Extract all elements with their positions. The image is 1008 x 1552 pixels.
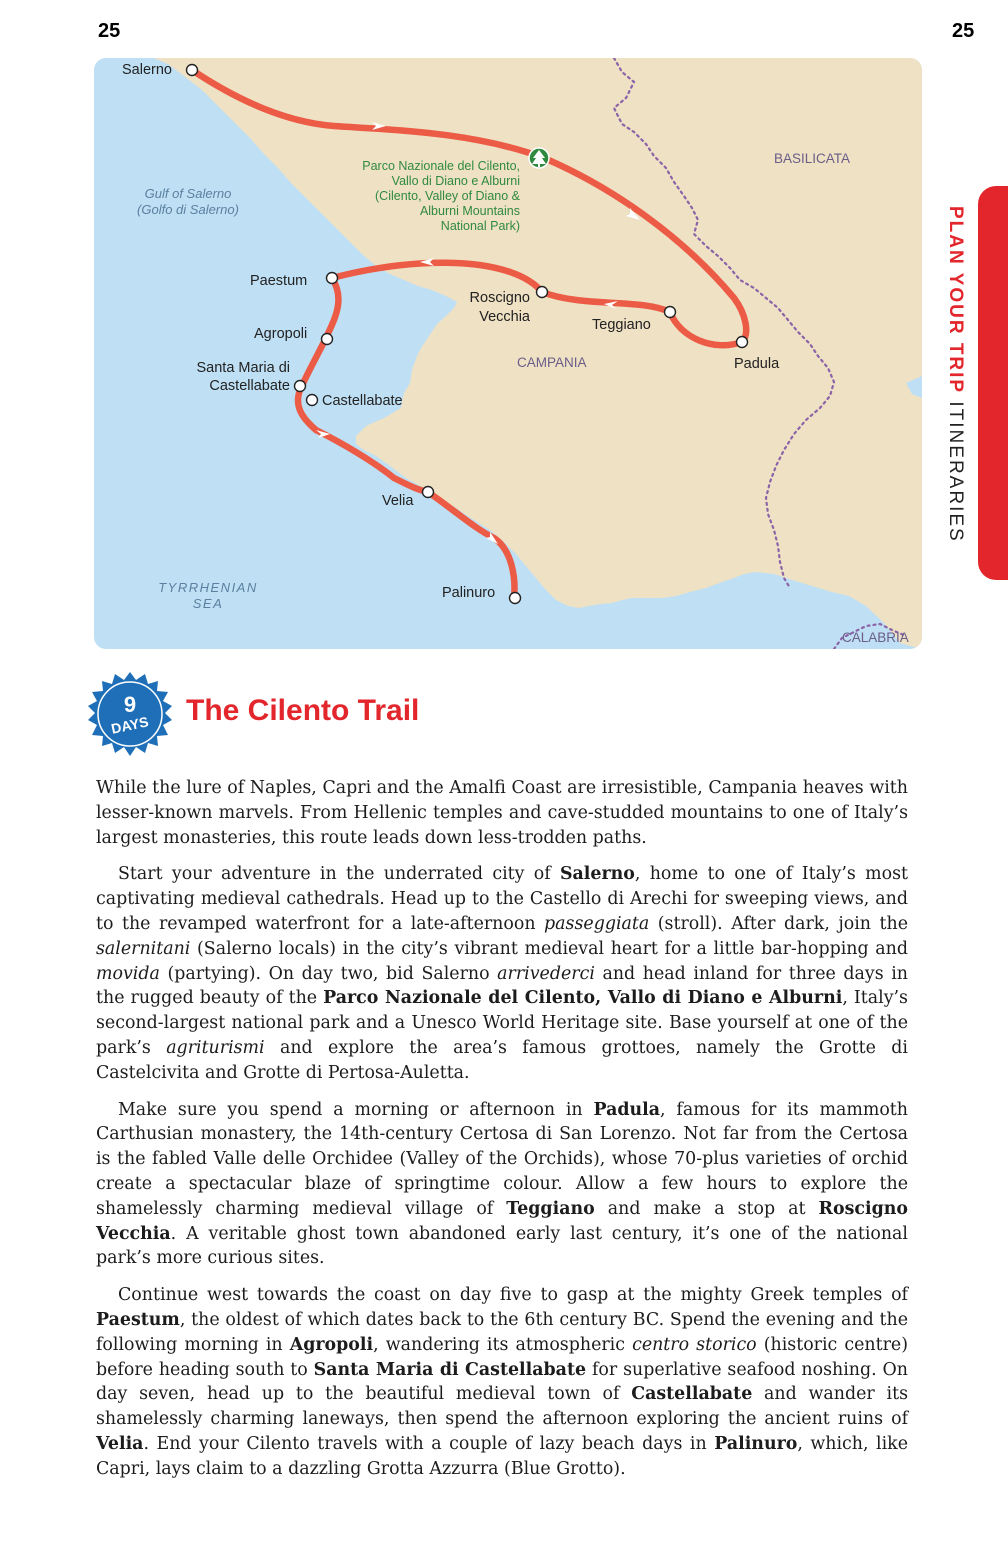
park-label-line-5: National Park)	[440, 219, 520, 233]
paragraph-3: Make sure you spend a morning or afternoon in Padula, famous for its mammoth Carthusian monastery, the 14th-century Certosa di San Lorenzo. Not far from the Certosa is the fabled Valle delle Orchidee (Valley of the Orchids), whose 70-plus varieties of orchid create a spectacular blaze of springtime colour. Allow a few hours to explore the shamelessly charming medieval village of Teggiano and make a stop at Roscigno Vecchia. A veritable ghost town abandoned early last century, it’s one of the national park’s more curious sites.	[96, 1099, 908, 1269]
park-tree-icon	[529, 148, 549, 168]
badge-number: 9	[123, 692, 137, 717]
marker-agropoli	[322, 334, 333, 345]
paragraph-1: While the lure of Naples, Capri and the Amalfi Coast are irresistible, Campania heaves with lesser-known marvels. From Hellenic temples and cave-studded mountains to one of Italy’s largest monasteries, this route leads down less-trodden paths.	[96, 778, 908, 848]
label-roscigno-2: Vecchia	[479, 309, 530, 325]
park-label-line-1: Parco Nazionale del Cilento,	[362, 159, 520, 173]
page-number-left: 25	[98, 20, 121, 42]
label-campania: CAMPANIA	[517, 355, 587, 370]
park-label-line-4: Alburni Mountains	[419, 204, 520, 218]
land-area	[154, 58, 922, 649]
map-canvas	[94, 58, 922, 649]
label-calabria: CALABRIA	[842, 630, 909, 645]
marker-palinuro	[510, 593, 521, 604]
label-sea-2: SEA	[192, 596, 224, 611]
label-castellabate: Castellabate	[322, 393, 403, 409]
lake	[397, 354, 416, 367]
label-paestum: Paestum	[250, 273, 308, 289]
label-teggiano: Teggiano	[592, 317, 651, 333]
label-velia: Velia	[382, 493, 414, 509]
section-label-bold: PLAN YOUR TRIP	[945, 206, 966, 395]
label-basilicata: BASILICATA	[774, 151, 851, 166]
label-sea-1: TYRRHENIAN	[158, 580, 258, 595]
paragraph-2: Start your adventure in the underrated city of Salerno, home to one of Italy’s most captivating medieval cathedrals. Head up to the Castello di Arechi for sweeping views, and to the revamped waterfront for a late-afternoon passeggiata (stroll). After dark, join the salernitani (Salerno locals) in the city’s vibrant medieval heart for a little bar-hopping and movida (partying). On day two, bid Salerno arrivederci and head inland for three days in the rugged beauty of the Parco Nazionale del Cilento, Vallo di Diano e Alburni, Italy’s second-largest national park and a Unesco World Heritage site. Base yourself at one of the park’s agriturismi and explore the area’s famous grottoes, namely the Grotte di Castelcivita and Grotte di Pertosa-Auletta.	[96, 864, 909, 1083]
label-santa-maria-1: Santa Maria di	[196, 360, 290, 376]
days-badge-graphic	[86, 670, 174, 758]
page-title: The Cilento Trail	[186, 694, 420, 727]
section-label-normal: ITINERARIES	[945, 401, 966, 543]
marker-padula	[737, 337, 748, 348]
marker-teggiano	[665, 307, 676, 318]
label-roscigno-1: Roscigno	[469, 290, 530, 306]
marker-paestum	[327, 273, 338, 284]
article-body	[96, 776, 908, 1494]
park-label-line-3: (Cilento, Valley of Diano &	[375, 189, 520, 203]
section-label	[940, 206, 970, 546]
label-padula: Padula	[734, 356, 780, 372]
label-palinuro: Palinuro	[442, 585, 496, 601]
label-salerno: Salerno	[122, 62, 172, 78]
badge-unit: DAYS	[109, 713, 150, 737]
marker-salerno	[187, 65, 198, 76]
marker-velia	[423, 487, 434, 498]
label-agropoli: Agropoli	[254, 326, 308, 342]
marker-santa-maria	[295, 381, 306, 392]
paragraph-4: Continue west towards the coast on day five to gasp at the mighty Greek temples of Paestum, the oldest of which dates back to the 6th century BC. Spend the evening and the following morning in Agropoli, wandering its atmospheric centro storico (historic centre) before heading south to Santa Maria di Castellabate for superlative seafood noshing. On day seven, head up to the beautiful medieval town of Castellabate and wander its shamelessly charming laneways, then spend the afternoon exploring the ancient ruins of Velia. End your Cilento travels with a couple of lazy beach days in Palinuro, which, like Capri, lays claim to a dazzling Grotta Azzurra (Blue Grotto).	[96, 1285, 909, 1479]
park-label-line-2: Vallo di Diano e Alburni	[391, 174, 520, 188]
label-santa-maria-2: Castellabate	[209, 378, 290, 394]
label-gulf-1: Gulf of Salerno	[144, 186, 232, 201]
marker-roscigno	[537, 287, 548, 298]
label-gulf-2: (Golfo di Salerno)	[137, 202, 239, 217]
marker-castellabate	[307, 395, 318, 406]
days-badge	[86, 670, 174, 758]
section-tab	[978, 186, 1008, 580]
itinerary-map	[94, 58, 922, 649]
page-number-right: 25	[952, 20, 975, 42]
